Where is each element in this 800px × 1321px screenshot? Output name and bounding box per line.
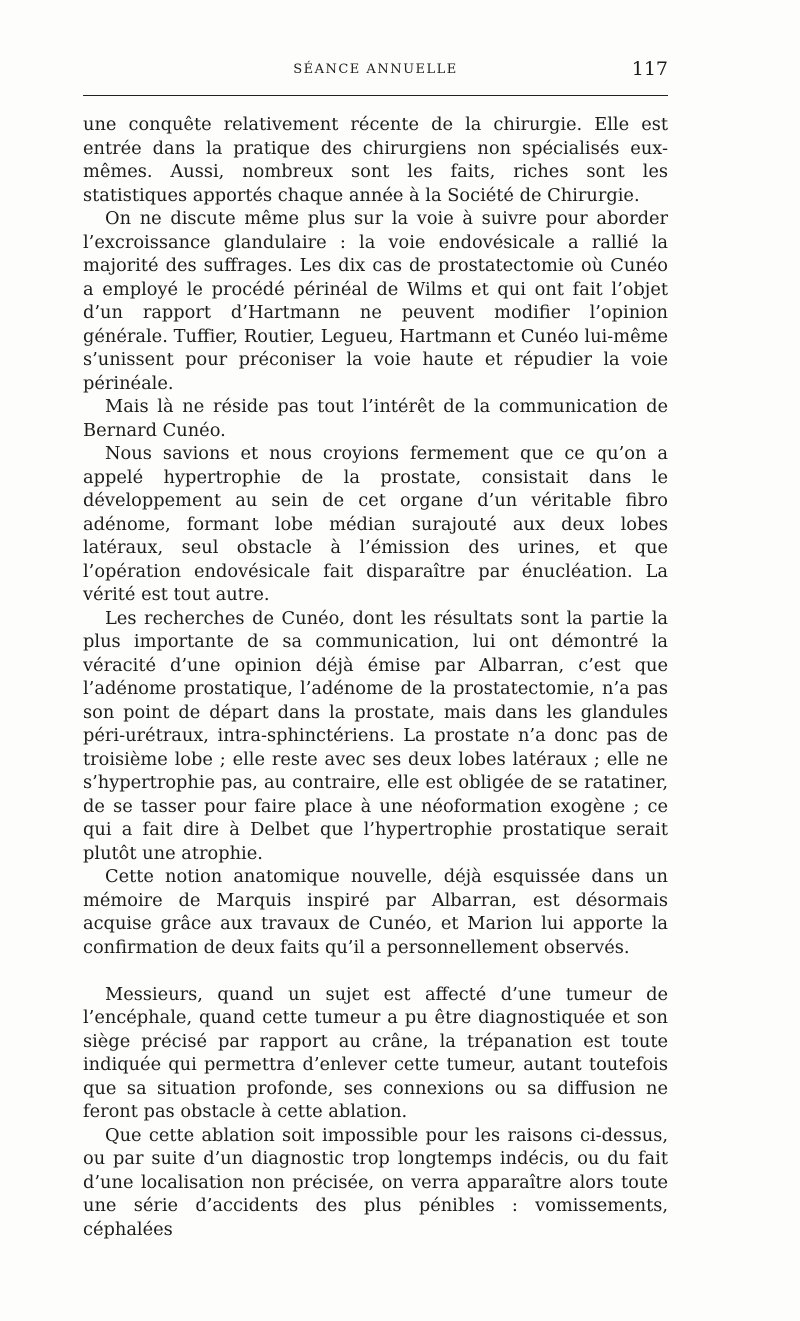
- page-header: [83, 58, 668, 86]
- running-head: SÉANCE ANNUELLE: [293, 62, 458, 77]
- paragraph: Cette notion anatomique nouvelle, déjà esquissée dans un mémoire de Marquis inspiré par Albarran, est désormais acquise grâce aux travaux de Cunéo, et Marion lui apporte la confirmation de deux faits qu’il a personnellement observés.: [83, 866, 668, 958]
- paragraph: Mais là ne réside pas tout l’intérêt de la communication de Bernard Cunéo.: [83, 396, 668, 441]
- paragraph: Les recherches de Cunéo, dont les résultats sont la partie la plus importante de sa communication, lui ont démontré la véracité d’une opinion déjà émise par Albarran, c’est que l’adénome prostatique, l’adénome de la prostatectomie, n’a pas son point de départ dans la prostate, mais dans les glandules péri-urétraux, intra-sphinctériens. La prostate n’a donc pas de troisième lobe ; elle reste avec ses deux lobes latéraux ; elle ne s’hypertrophie pas, au contraire, elle est obligée de se ratatiner, de se tasser pour faire place à une néoformation exogène ; ce qui a fait dire à Delbet que l’hypertrophie prostatique serait plutôt une atrophie.: [83, 607, 668, 864]
- paragraph: Nous savions et nous croyions fermement que ce qu’on a appelé hypertrophie de la prostate, consistait dans le développement au sein de cet organe d’un véritable fibro adénome, formant lobe médian surajouté aux deux lobes latéraux, seul obstacle à l’émission des urines, et que l’opération endovésicale fait disparaître par énucléation. La vérité est tout autre.: [83, 443, 668, 605]
- page-number: 117: [631, 58, 668, 80]
- paragraph: Que cette ablation soit impossible pour les raisons ci-dessus, ou par suite d’un diagnostic trop longtemps indécis, ou du fait d’une localisation non précisée, on verra apparaître alors toute une série d’accidents des plus pénibles : vomissements, céphalées: [83, 1124, 668, 1240]
- paragraph: Messieurs, quand un sujet est affecté d’une tumeur de l’encéphale, quand cette tumeur a pu être diagnostiquée et son siège précisé par rapport au crâne, la trépanation est toute indiquée qui permettra d’enlever cette tumeur, autant toutefois que sa situation profonde, ses connexions ou sa diffusion ne feront pas obstacle à cette ablation.: [83, 983, 668, 1122]
- paragraph: une conquête relativement récente de la chirurgie. Elle est entrée dans la pratique des chirurgiens non spécialisés eux-mêmes. Aussi, nombreux sont les faits, riches sont les statistiques apportés chaque année à la Société de Chirurgie.: [83, 114, 668, 206]
- paragraph: On ne discute même plus sur la voie à suivre pour aborder l’excroissance glandulaire : la voie endovésicale a rallié la majorité des suffrages. Les dix cas de prostatectomie où Cunéo a employé le procédé périnéal de Wilms et qui ont fait l’objet d’un rapport d’Hartmann ne peuvent modifier l’opinion générale. Tuffier, Routier, Legueu, Hartmann et Cunéo lui-même s’unissent pour préconiser la voie haute et répudier la voie périnéale.: [83, 208, 668, 394]
- body-text: [83, 113, 668, 1241]
- header-rule: [83, 95, 668, 96]
